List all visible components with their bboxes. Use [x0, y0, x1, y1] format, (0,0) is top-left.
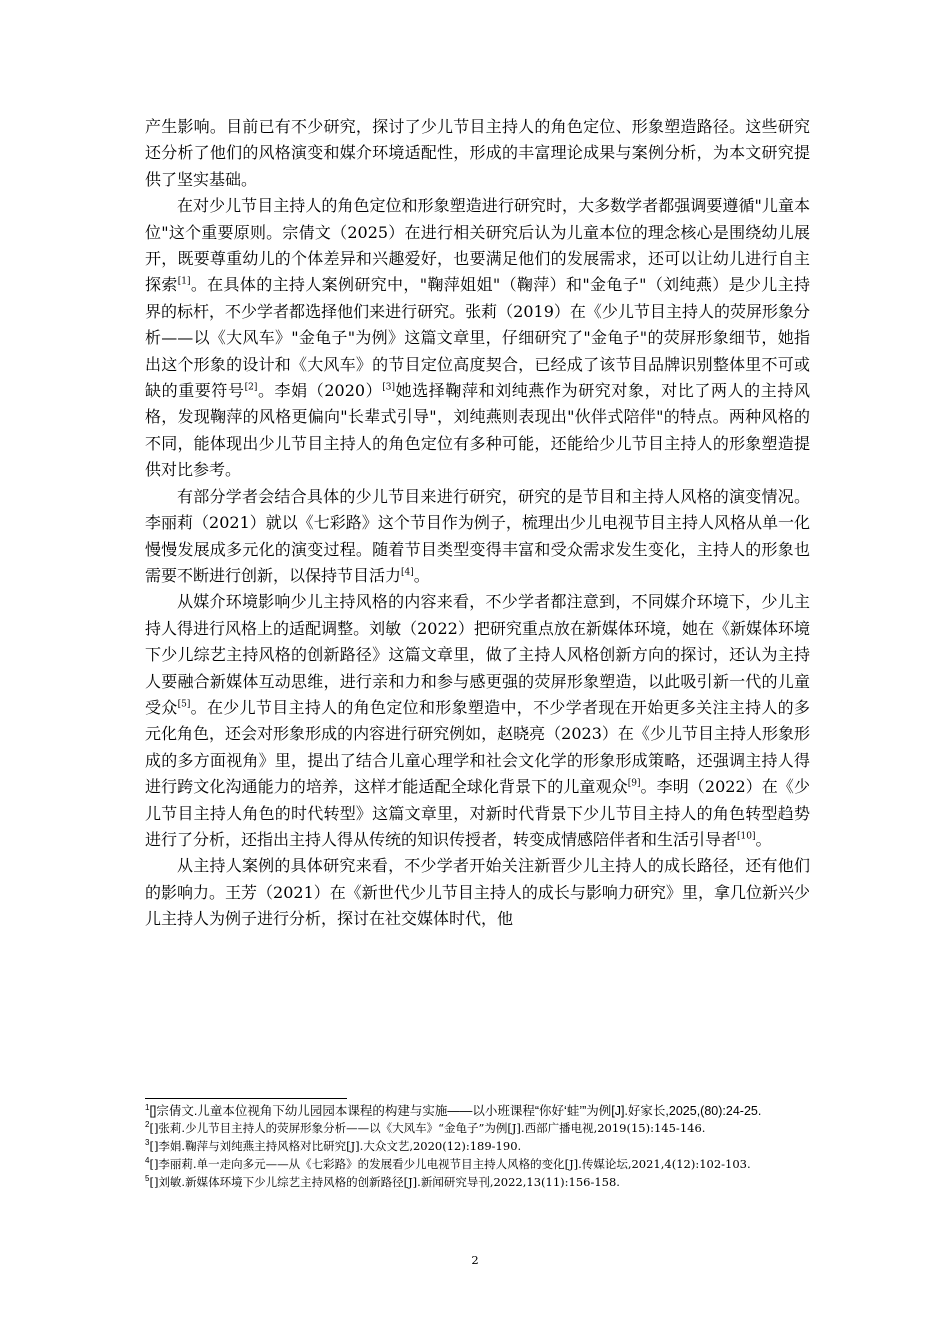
- citation-ref[interactable]: [10]: [737, 831, 756, 842]
- paragraph-text: 产生影响。目前已有不少研究，探讨了少儿节目主持人的角色定位、形象塑造路径。这些研究还分析了他们的风格演变和媒介环境适配性，形成的丰富理论成果与案例分析，为本文研究提供了坚实基础。: [145, 117, 810, 189]
- footnote-text: []张莉.少儿节目主持人的荧屏形象分析——以《大风车》“金龟子”为例[J].西部广播电视,2019(15):145-146.: [149, 1121, 706, 1135]
- footnote-mark: 2: [145, 1120, 150, 1130]
- citation-ref[interactable]: [5]: [177, 699, 191, 710]
- paragraph-text: 。李明（2022）在《少儿节目主持人角色的时代转型》这篇文章里，对新时代背景下少儿节目主持人的角色转型趋势进行了分析，还指出主持人得从传统的知识传授者，转变成情感陪伴者和生活引导者: [145, 777, 810, 849]
- paragraph-text: 从主持人案例的具体研究来看，不少学者开始关注新晋少儿主持人的成长路径，还有他们的影响力。王芳（2021）在《新世代少儿节目主持人的成长与影响力研究》里，拿几位新兴少儿主持人为例子进行分析，探讨在社交媒体时代，他: [145, 856, 810, 929]
- paragraph: [145, 853, 810, 932]
- citation-ref[interactable]: [2]: [244, 382, 258, 393]
- citation-ref[interactable]: [4]: [401, 567, 414, 578]
- footnote-text: []李丽莉.单一走向多元——从《七彩路》的发展看少儿电视节目主持人风格的变化[J].传媒论坛,2021,4(12):102-103.: [149, 1157, 751, 1171]
- footnote-text: []李娟.鞠萍与刘纯燕主持风格对比研究[J].大众文艺,2020(12):189-190.: [149, 1139, 522, 1153]
- body-text: [145, 114, 810, 933]
- paragraph: [145, 114, 810, 193]
- paragraph-text: 。: [413, 565, 430, 585]
- paragraph: [145, 484, 810, 590]
- footnote-item: [145, 1120, 810, 1137]
- citation-ref[interactable]: [9]: [627, 778, 641, 789]
- page-number: 2: [471, 1253, 479, 1267]
- citation-ref[interactable]: [3]: [382, 382, 396, 393]
- footnote-mark: 5: [145, 1174, 150, 1184]
- footnote-item: [145, 1103, 810, 1119]
- footnote-item: [145, 1156, 810, 1173]
- citation-ref[interactable]: [1]: [177, 277, 191, 288]
- paragraph-text: 。在少儿节目主持人的角色定位和形象塑造中，不少学者现在开始更多关注主持人的多元化角色，还会对形象形成的内容进行研究例如，赵晓亮（2023）在《少儿节目主持人形象形成的多方面视角》里，提出了结合儿童心理学和社会文化学的形象形成策略，还强调主持人得进行跨文化沟通能力的培养，这样才能适配全球化背景下的儿童观众: [145, 697, 810, 797]
- paragraph: [145, 193, 810, 483]
- footnote-item: [145, 1138, 810, 1155]
- paragraph-text: 在对少儿节目主持人的角色定位和形象塑造进行研究时，大多数学者都强调要遵循"儿童本位"这个重要原则。宗倩文（2025）在进行相关研究后认为儿童本位的理念核心是围绕幼儿展开，既要尊重幼儿的个体差异和兴趣爱好，也要满足他们的发展需求，还可以让幼儿进行自主探索: [145, 196, 810, 295]
- paragraph-text: 。李娟（2020）: [257, 381, 383, 401]
- footnote-mark: 4: [145, 1156, 150, 1166]
- paragraph-text: 她选择鞠萍和刘纯燕作为研究对象，对比了两人的主持风格，发现鞠萍的风格更偏向"长辈式引导"，刘纯燕则表现出"伙伴式陪伴"的特点。两种风格的不同，能体现出少儿节目主持人的角色定位有多种可能，还能给少儿节目主持人的形象塑造提供对比参考。: [145, 381, 810, 480]
- paragraph-text: 从媒介环境影响少儿主持风格的内容来看，不少学者都注意到，不同媒介环境下，少儿主持人得进行风格上的适配调整。刘敏（2022）把研究重点放在新媒体环境，她在《新媒体环境下少儿综艺主持风格的创新路径》这篇文章里，做了主持人风格创新方向的探讨，还认为主持人要融合新媒体互动思维，进行亲和力和参与感更强的荧屏形象塑造，以此吸引新一代的儿童受众: [145, 592, 810, 717]
- paragraph: [145, 589, 810, 853]
- paragraph-text: 。: [755, 829, 772, 849]
- footnote-item: [145, 1174, 810, 1191]
- footnote-text: []刘敏.新媒体环境下少儿综艺主持风格的创新路径[J].新闻研究导刊,2022,13(11):156-158.: [149, 1175, 620, 1189]
- paragraph-text: 。在具体的主持人案例研究中，"鞠萍姐姐"（鞠萍）和"金龟子"（刘纯燕）是少儿主持界的标杆，不少学者都选择他们来进行研究。张莉（2019）在《少儿节目主持人的荧屏形象分析——以《大风车》"金龟子"为例》这篇文章里，仔细研究了"金龟子"的荧屏形象细节，她指出这个形象的设计和《大风车》的节目定位高度契合，已经成了该节目品牌识别整体里不可或缺的重要符号: [145, 275, 810, 401]
- footnote-text: []宗倩文.儿童本位视角下幼儿园园本课程的构建与实施——以小班课程“你好‘蛙’”为例[J].好家长,2025,(80):24-25.: [149, 1104, 762, 1118]
- footnotes: [145, 1103, 810, 1192]
- footnote-mark: 1: [145, 1102, 150, 1112]
- footnote-divider: [145, 1098, 347, 1099]
- footnote-mark: 3: [145, 1138, 150, 1148]
- paragraph-text: 有部分学者会结合具体的少儿节目来进行研究，研究的是节目和主持人风格的演变情况。李丽莉（2021）就以《七彩路》这个节目作为例子，梳理出少儿电视节目主持人风格从单一化慢慢发展成多元化的演变过程。随着节目类型变得丰富和受众需求发生变化，主持人的形象也需要不断进行创新，以保持节目活力: [145, 486, 810, 585]
